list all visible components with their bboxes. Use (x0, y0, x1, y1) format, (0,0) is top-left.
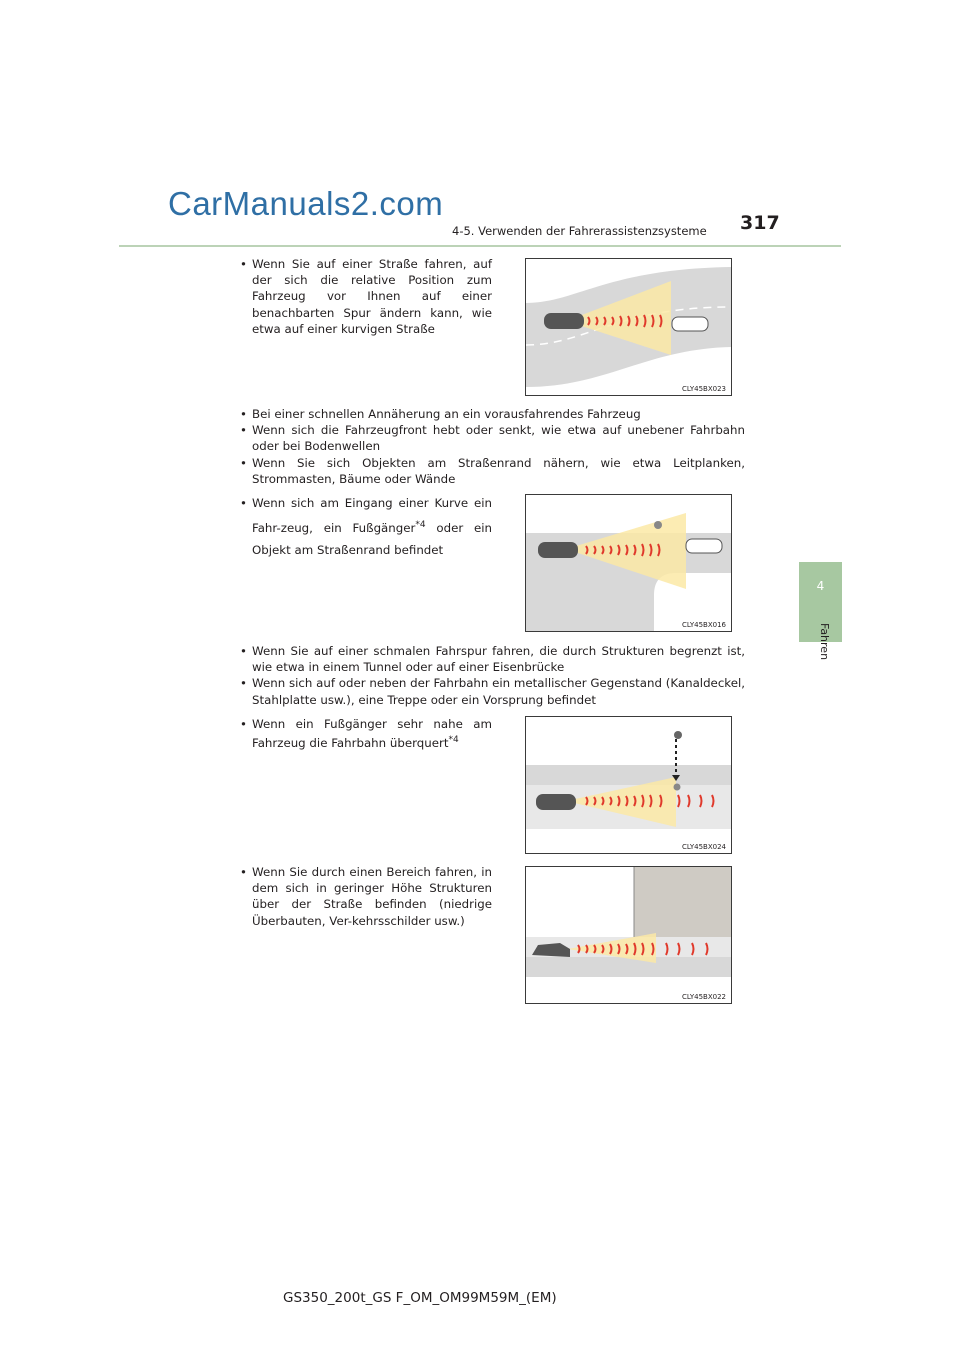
list1 (240, 406, 745, 487)
figure-caption: CLY45BX023 (682, 385, 726, 393)
block4-text: • Wenn Sie durch einen Bereich fahren, in dem sich in geringer Höhe Strukturen über der Straße befinden (niedrige Überbauten, Ver-kehrsschilder usw.) (240, 865, 492, 928)
list2-item: • Wenn Sie auf einer schmalen Fahrspur fahren, die durch Strukturen begrenzt ist, wie etwa in einem Tunnel oder auf einer Eisenbrücke (240, 644, 745, 675)
footer-doc-code: GS350_200t_GS F_OM_OM99M59M_(EM) (283, 1290, 557, 1306)
header-rule (119, 245, 841, 247)
watermark: CarManuals2.com (168, 185, 444, 222)
block3-text: • Wenn ein Fußgänger sehr nahe am Fahrzeug die Fahrbahn überquert$^{*4}$ (240, 717, 492, 751)
figure-caption: CLY45BX022 (682, 993, 726, 1001)
list1-item: • Wenn sich die Fahrzeugfront hebt oder senkt, wie etwa auf unebener Fahrbahn oder bei Bodenwellen (240, 423, 745, 454)
figure-pedestrian-crossing (525, 716, 732, 854)
page-number: 317 (740, 212, 780, 234)
figure-caption: CLY45BX024 (682, 843, 726, 851)
figure-low-structure (525, 866, 732, 1004)
block1-text: • Wenn Sie auf einer Straße fahren, auf der sich die relative Position zum Fahrzeug vor Ihnen auf einer benachbarten Spur ändern kann, wie etwa auf einer kurvigen Straße (240, 257, 492, 336)
list2-item: • Wenn sich auf oder neben der Fahrbahn ein metallischer Gegenstand (Kanaldeckel, Stahlplatte usw.), eine Treppe oder ein Vorsprung befindet (240, 676, 745, 707)
section-title: 4-5. Verwenden der Fahrerassistenzsysteme (452, 224, 707, 238)
list1-item: • Bei einer schnellen Annäherung an ein vorausfahrendes Fahrzeug (240, 407, 641, 421)
figure-curve-entrance (525, 494, 732, 632)
chapter-tab-number: 4 (816, 579, 825, 593)
list2 (240, 643, 745, 708)
list1-item: • Wenn Sie sich Objekten am Straßenrand nähern, wie etwa Leitplanken, Strommasten, Bäume oder Wände (240, 455, 745, 486)
chapter-tab-label: Fahren (818, 623, 831, 661)
block1-bullet: Wenn Sie auf einer Straße fahren, auf der sich die relative Position zum Fahrzeug vor Ihnen auf einer benachbarten Spur ändern kann, wie etwa auf einer kurvigen Straße (252, 257, 492, 336)
block2-text: • Wenn sich am Eingang einer Kurve ein Fahr-zeug, ein Fußgänger$^{*4}$ oder ein Objekt am Straßenrand befindet (240, 496, 492, 557)
figure-caption: CLY45BX016 (682, 621, 726, 629)
figure-curvy-road (525, 258, 732, 396)
